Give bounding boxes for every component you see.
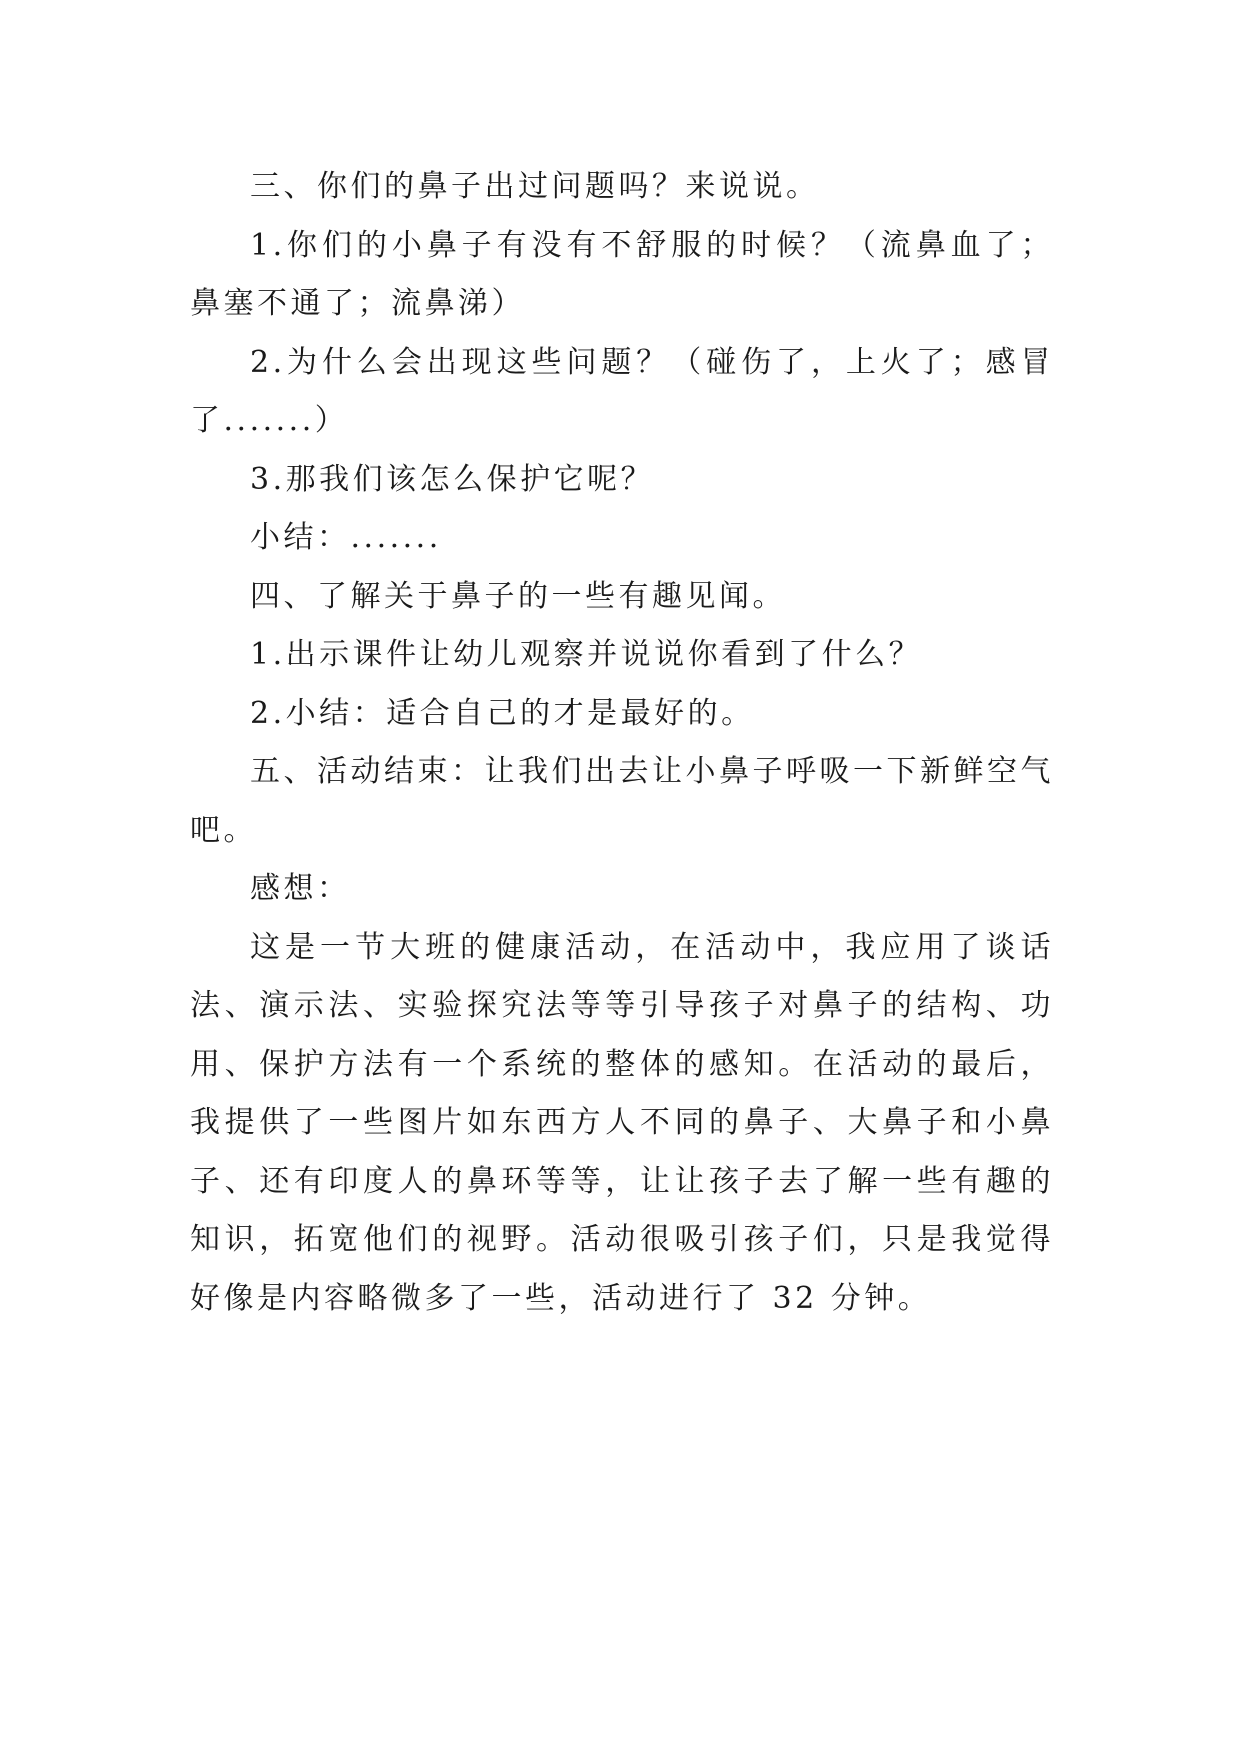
question-two: 2.为什么会出现这些问题？（碰伤了，上火了；感冒了.......）: [190, 344, 1054, 438]
reflection-heading: 感想：: [250, 871, 351, 906]
document-body: [190, 158, 1054, 1328]
section-five-heading: 五、活动结束：让我们出去让小鼻子呼吸一下新鲜空气吧。: [190, 754, 1054, 848]
section-four-item-one: 1.出示课件让幼儿观察并说说你看到了什么？: [250, 637, 923, 672]
section-four-heading: 四、了解关于鼻子的一些有趣见闻。: [250, 578, 786, 614]
section-three-heading: 三、你们的鼻子出过问题吗？来说说。: [250, 169, 820, 204]
reflection-body: 这是一节大班的健康活动，在活动中，我应用了谈话法、演示法、实验探究法等等引导孩子对鼻子的结构、功用、保护方法有一个系统的整体的感知。在活动的最后，我提供了一些图片如东西方人不同的鼻子、大鼻子和小鼻子、还有印度人的鼻环等等，让让孩子去了解一些有趣的知识，拓宽他们的视野。活动很吸引孩子们，只是我觉得好像是内容略微多了一些，活动进行了 32 分钟。: [190, 929, 1054, 1316]
section-four-item-two: 2.小结：适合自己的才是最好的。: [250, 695, 755, 731]
summary-one: 小结：.......: [250, 520, 442, 555]
question-three: 3.那我们该怎么保护它呢？: [250, 461, 655, 497]
question-one: 1.你们的小鼻子有没有不舒服的时候？（流鼻血了；鼻塞不通了；流鼻涕）: [190, 227, 1054, 321]
